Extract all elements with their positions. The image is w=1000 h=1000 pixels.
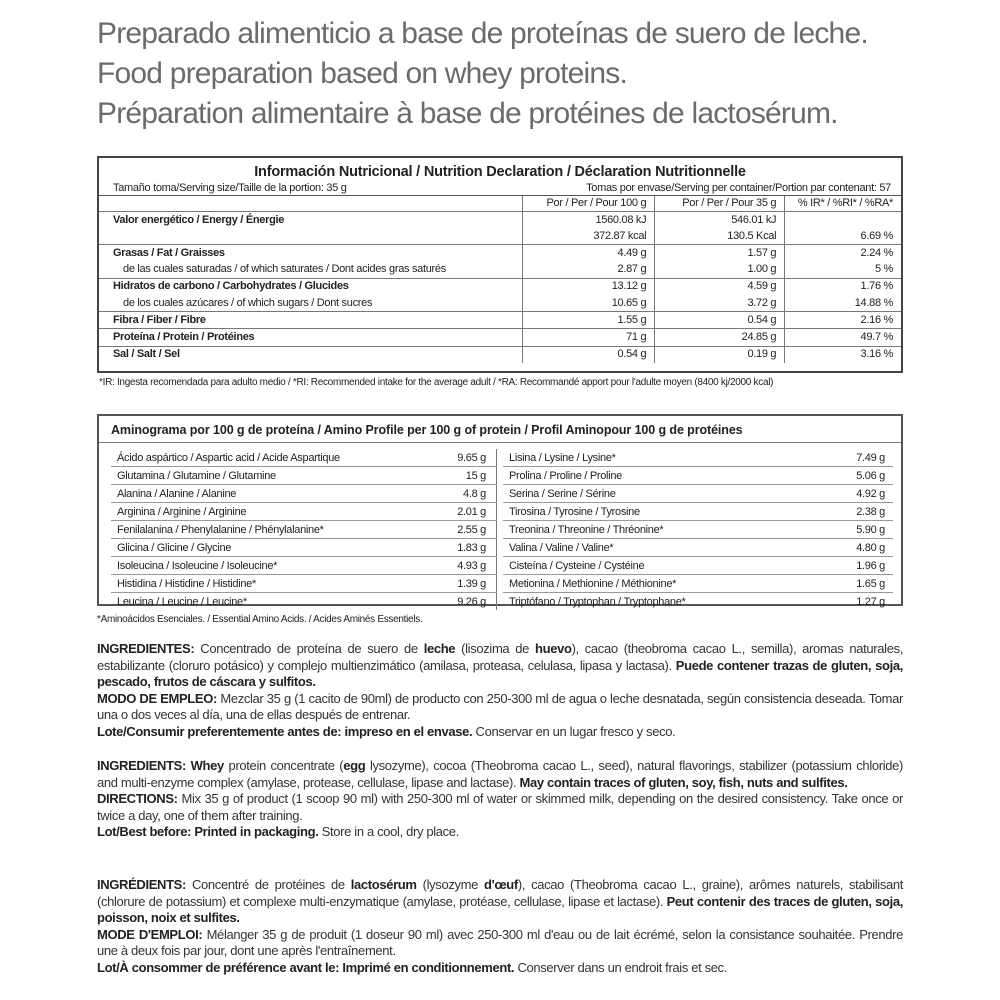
amino-row xyxy=(111,485,497,503)
amino-value: 2.01 g xyxy=(363,503,497,521)
nutrition-row xyxy=(99,245,901,262)
amino-row xyxy=(503,467,893,485)
nutrition-heading: Información Nutricional / Nutrition Declaration / Déclaration Nutritionnelle xyxy=(254,164,746,180)
amino-row xyxy=(503,521,893,539)
energy-kcal-row xyxy=(99,228,901,245)
title-es: Preparado alimenticio a base de proteínas de suero de leche. xyxy=(97,17,868,50)
col-header-35g: Por / Per / Pour 35 g xyxy=(655,196,785,212)
amino-name: Triptófano / Tryptophan / Tryptophane* xyxy=(509,595,686,608)
nutrition-row xyxy=(99,329,901,346)
nutrient-label: Sal / Salt / Sel xyxy=(99,346,523,363)
amino-name: Valina / Valine / Valine* xyxy=(503,539,755,557)
amino-value: 2.55 g xyxy=(363,521,497,539)
amino-row xyxy=(503,557,893,575)
amino-value: 1.39 g xyxy=(363,575,497,593)
nutrition-row xyxy=(99,278,901,295)
value-100g: 13.12 g xyxy=(523,278,655,295)
nutrient-label: de las cuales saturadas / of which saturates / Dont acides gras saturés xyxy=(123,263,446,276)
directions-fr: MODE D'EMPLOI: Mélanger 35 g de produit (1 doseur 90 ml) avec 250-300 ml d'eau ou de lait écrémé, selon la consistance souhaitée. Prendre une à deux fois par jour, dont une après l'entraînement. xyxy=(97,926,903,959)
amino-value: 2.38 g xyxy=(755,503,893,521)
energy-kcal-100g: 372.87 kcal xyxy=(523,228,655,245)
amino-row xyxy=(111,521,497,539)
amino-value: 4.8 g xyxy=(363,485,497,503)
amino-value: 5.90 g xyxy=(755,521,893,539)
amino-name: Glicina / Glicine / Glycine xyxy=(111,539,363,557)
lot-en: Lot/Best before: Printed in packaging. Store in a cool, dry place. xyxy=(97,824,459,840)
amino-value: 1.83 g xyxy=(363,539,497,557)
nutrition-row xyxy=(99,346,901,363)
amino-name: Isoleucina / Isoleucine / Isoleucine* xyxy=(111,557,363,575)
amino-name: Lisina / Lysine / Lysine* xyxy=(503,449,755,467)
ingredients-fr: INGRÉDIENTS: Concentré de protéines de lactosérum (lysozyme d'œuf), cacao (Theobroma cacao L., graine), arômes naturels, stabilisant (chlorure de potassium) et complexe multi-enzymatique (amylase, protéase, cellulase, lipase et lactase). Peut contenir des traces de gluten, soja, poisson, noix et sulfites. xyxy=(97,877,904,926)
value-ir: 5 % xyxy=(785,262,901,279)
amino-name: Metionina / Methionine / Méthionine* xyxy=(503,575,755,593)
amino-row xyxy=(111,503,497,521)
amino-value: 9.26 g xyxy=(363,593,497,611)
amino-row xyxy=(111,593,497,611)
value-35g: 3.72 g xyxy=(655,295,785,312)
nutrient-label: Grasas / Fat / Graisses xyxy=(99,245,523,262)
amino-value: 4.93 g xyxy=(363,557,497,575)
energy-kj-35g: 546.01 kJ xyxy=(655,212,785,229)
nutrient-label: Hidratos de carbono / Carbohydrates / Glucides xyxy=(99,278,523,295)
amino-value: 4.80 g xyxy=(755,539,893,557)
directions-en: DIRECTIONS: Mix 35 g of product (1 scoop 90 ml) with 250-300 ml of water or skimmed milk, depending on the desired consistency. Take once or twice a day, one of them after training. xyxy=(97,791,903,823)
value-100g: 2.87 g xyxy=(523,262,655,279)
amino-row xyxy=(503,503,893,521)
title-fr: Préparation alimentaire à base de protéines de lactosérum. xyxy=(97,97,838,130)
nutrient-label: Proteína / Protein / Protéines xyxy=(99,329,523,346)
value-100g: 0.54 g xyxy=(523,346,655,363)
amino-name: Serina / Serine / Sérine xyxy=(503,485,755,503)
directions-es: MODO DE EMPLEO: Mezclar 35 g (1 cacito de 90ml) de producto con 250-300 ml de agua o leche desnatada, según consistencia deseada. Tomar una o dos veces al día, una de ellas después de entrenar. xyxy=(97,690,904,723)
amino-value: 9.65 g xyxy=(363,449,497,467)
amino-name: Fenilalanina / Phenylalanine / Phénylalanine* xyxy=(111,521,363,539)
col-header-ir: % IR* / %RI* / %RA* xyxy=(785,196,901,212)
value-100g: 4.49 g xyxy=(523,245,655,262)
amino-row xyxy=(503,575,893,593)
value-100g: 1.55 g xyxy=(523,312,655,329)
nutrition-row xyxy=(99,262,901,279)
amino-profile-table xyxy=(97,414,903,606)
amino-row xyxy=(111,449,497,467)
value-35g: 4.59 g xyxy=(655,278,785,295)
amino-value: 1.96 g xyxy=(755,557,893,575)
value-100g: 10.65 g xyxy=(523,295,655,312)
amino-name: Prolina / Proline / Proline xyxy=(503,467,755,485)
amino-name: Alanina / Alanine / Alanine xyxy=(111,485,363,503)
value-ir: 14.88 % xyxy=(785,295,901,312)
amino-row xyxy=(111,467,497,485)
text-spanish xyxy=(97,641,903,741)
amino-name: Arginina / Arginine / Arginine xyxy=(111,503,363,521)
amino-value: 1.65 g xyxy=(755,575,893,593)
amino-name: Histidina / Histidine / Histidine* xyxy=(111,575,363,593)
energy-kcal-ir: 6.69 % xyxy=(785,228,901,245)
amino-name: Leucina / Leucine / Leucine* xyxy=(117,595,247,608)
value-35g: 1.57 g xyxy=(655,245,785,262)
product-description xyxy=(97,14,977,134)
amino-name: Ácido aspártico / Aspartic acid / Acide Aspartique xyxy=(111,449,363,467)
amino-row xyxy=(503,593,893,611)
energy-kj-ir xyxy=(785,212,901,229)
value-ir: 3.16 % xyxy=(785,346,901,363)
col-header-100g: Por / Per / Pour 100 g xyxy=(523,196,655,212)
amino-left-column xyxy=(111,449,497,610)
servings-per-container: Tomas por envase/Serving per container/Portion par contenant: 57 xyxy=(586,182,891,194)
text-french xyxy=(97,877,903,977)
nutrition-footnote: *IR: Ingesta recomendada para adulto medio / *RI: Recommended intake for the average adult / *RA: Recommandé apport pour l'adulte moyen (8400 kj/2000 kcal) xyxy=(99,377,774,388)
title-en: Food preparation based on whey proteins. xyxy=(97,57,628,90)
nutrition-row xyxy=(99,295,901,312)
amino-value: 5.06 g xyxy=(755,467,893,485)
value-35g: 24.85 g xyxy=(655,329,785,346)
value-ir: 1.76 % xyxy=(785,278,901,295)
amino-name: Tirosina / Tyrosine / Tyrosine xyxy=(503,503,755,521)
nutrition-values xyxy=(99,196,901,363)
nutrition-table xyxy=(97,156,903,373)
nutrient-label: Fibra / Fiber / Fibre xyxy=(99,312,523,329)
text-english xyxy=(97,758,903,841)
serving-info xyxy=(99,181,901,196)
value-ir: 2.24 % xyxy=(785,245,901,262)
energy-kj-100g: 1560.08 kJ xyxy=(523,212,655,229)
amino-value: 1.27 g xyxy=(856,595,885,608)
lot-fr: Lot/À consommer de préférence avant le: Imprimé en conditionnement. Conserver dans un endroit frais et sec. xyxy=(97,959,728,975)
amino-name: Cisteína / Cysteine / Cystéine xyxy=(503,557,755,575)
amino-name: Treonina / Threonine / Thréonine* xyxy=(503,521,755,539)
amino-row xyxy=(111,557,497,575)
amino-row xyxy=(111,575,497,593)
energy-row xyxy=(99,212,901,229)
ingredients-es: INGREDIENTES: Concentrado de proteína de suero de leche (lisozima de huevo), cacao (theobroma cacao L., semilla), aromas naturales, estabilizante (cloruro potásico) y complejo multienzimático (amilasa, proteasa, celulasa, lipasa y lactasa). Puede contener trazas de gluten, soja, pescado, frutos de cáscara y sulfitos. xyxy=(97,641,903,690)
energy-label: Valor energético / Energy / Énergie xyxy=(99,212,523,229)
nutrition-row xyxy=(99,312,901,329)
amino-row xyxy=(503,449,893,467)
amino-footnote: *Aminoácidos Esenciales. / Essential Amino Acids. / Acides Aminés Essentiels. xyxy=(97,614,423,625)
nutrition-col-headers xyxy=(99,196,901,212)
value-35g: 0.19 g xyxy=(655,346,785,363)
value-100g: 71 g xyxy=(523,329,655,346)
amino-name: Glutamina / Glutamine / Glutamine xyxy=(111,467,363,485)
value-35g: 1.00 g xyxy=(655,262,785,279)
amino-value: 7.49 g xyxy=(755,449,893,467)
value-35g: 0.54 g xyxy=(655,312,785,329)
amino-row xyxy=(503,485,893,503)
serving-size: Tamaño toma/Serving size/Taille de la portion: 35 g xyxy=(113,182,347,194)
amino-heading: Aminograma por 100 g de proteína / Amino Profile per 100 g of protein / Profil Aminopour 100 g de protéines xyxy=(99,416,901,443)
energy-kcal-35g: 130.5 Kcal xyxy=(655,228,785,245)
amino-row xyxy=(503,539,893,557)
amino-right-column xyxy=(503,449,893,610)
amino-value: 15 g xyxy=(363,467,497,485)
value-ir: 49.7 % xyxy=(785,329,901,346)
amino-row xyxy=(111,539,497,557)
lot-es: Lote/Consumir preferentemente antes de: impreso en el envase. Conservar en un lugar fresco y seco. xyxy=(97,723,676,739)
ingredients-en: INGREDIENTS: Whey protein concentrate (egg lysozyme), cocoa (Theobroma cacao L., seed), natural flavorings, stabilizer (potassium chloride) and multi-enzyme complex (amylase, protease, cellulase, lipase and lactase). May contain traces of gluten, soy, fish, nuts and sulfites. xyxy=(97,758,903,790)
value-ir: 2.16 % xyxy=(785,312,901,329)
amino-value: 4.92 g xyxy=(755,485,893,503)
nutrient-label: de los cuales azúcares / of which sugars / Dont sucres xyxy=(123,296,373,309)
